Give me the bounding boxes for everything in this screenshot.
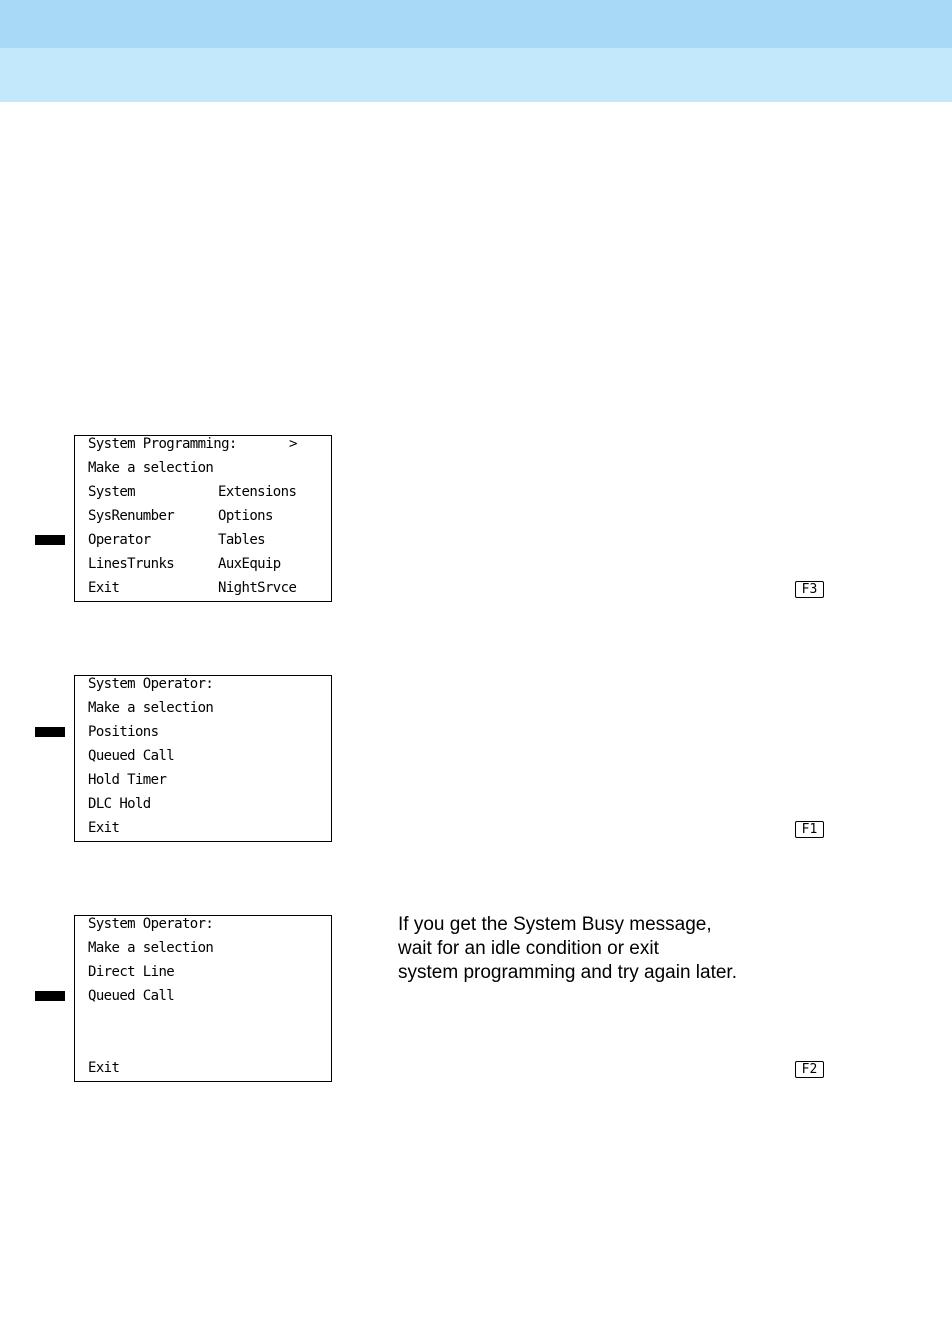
menu-option-exit[interactable]: Exit	[88, 1060, 120, 1076]
menu-option-operator[interactable]: Operator	[88, 532, 151, 548]
menu-option-hold-timer[interactable]: Hold Timer	[88, 772, 167, 788]
menu-option-queued-call[interactable]: Queued Call	[88, 748, 175, 764]
header-band-bottom	[0, 48, 952, 102]
screen-title: System Operator:	[88, 676, 214, 692]
selection-marker-icon	[35, 991, 65, 1001]
screen-prompt: Make a selection	[88, 700, 214, 716]
note-line-1: If you get the System Busy message,	[398, 914, 712, 935]
function-key-f2[interactable]: F2	[795, 1061, 824, 1078]
menu-option-exit[interactable]: Exit	[88, 820, 120, 836]
menu-option-system[interactable]: System	[88, 484, 135, 500]
display-screen-system-operator-positions	[74, 915, 332, 1082]
menu-option-options[interactable]: Options	[218, 508, 273, 524]
system-busy-note	[398, 913, 798, 985]
screen-prompt: Make a selection	[88, 940, 214, 956]
menu-option-tables[interactable]: Tables	[218, 532, 265, 548]
function-key-f1[interactable]: F1	[795, 821, 824, 838]
menu-option-linestrunks[interactable]: LinesTrunks	[88, 556, 175, 572]
screen-prompt: Make a selection	[88, 460, 214, 476]
function-key-f3[interactable]: F3	[795, 581, 824, 598]
screen-title: System Operator:	[88, 916, 214, 932]
more-arrow-icon: >	[289, 436, 298, 452]
menu-option-queued-call[interactable]: Queued Call	[88, 988, 175, 1004]
screen-title: System Programming:	[88, 436, 237, 452]
menu-option-extensions[interactable]: Extensions	[218, 484, 297, 500]
display-screen-system-operator	[74, 675, 332, 842]
selection-marker-icon	[35, 727, 65, 737]
menu-option-dlc-hold[interactable]: DLC Hold	[88, 796, 151, 812]
note-line-2: wait for an idle condition or exit	[398, 938, 659, 959]
menu-option-nightsrvce[interactable]: NightSrvce	[218, 580, 297, 596]
menu-option-auxequip[interactable]: AuxEquip	[218, 556, 281, 572]
menu-option-exit[interactable]: Exit	[88, 580, 120, 596]
menu-option-direct-line[interactable]: Direct Line	[88, 964, 175, 980]
selection-marker-icon	[35, 535, 65, 545]
note-line-3: system programming and try again later.	[398, 962, 737, 983]
menu-option-positions[interactable]: Positions	[88, 724, 159, 740]
menu-option-sysrenumber[interactable]: SysRenumber	[88, 508, 175, 524]
header-band-top	[0, 0, 952, 48]
display-screen-system-programming	[74, 435, 332, 602]
